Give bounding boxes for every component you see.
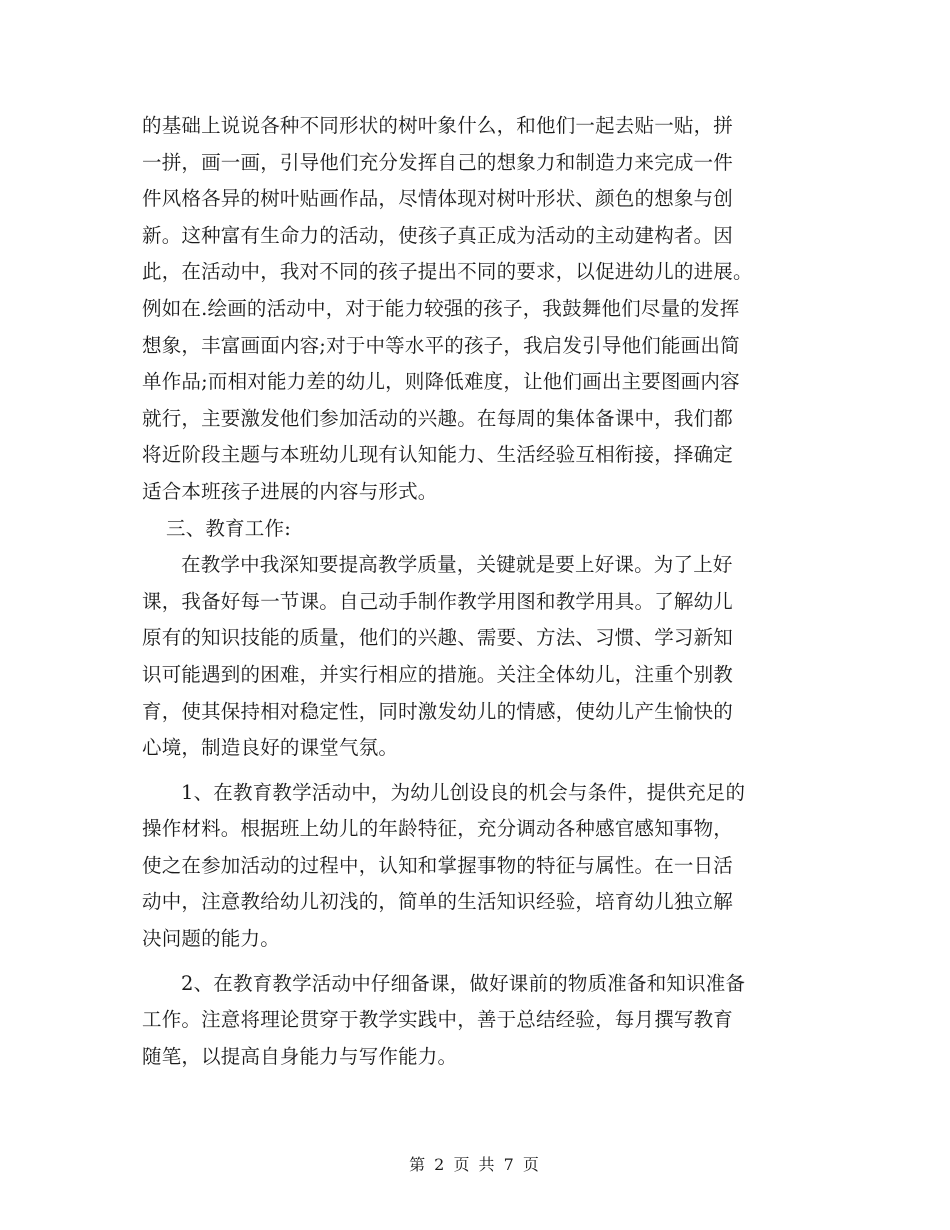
text-line: 将近阶段主题与本班幼儿现有认知能力、生活经验互相衔接，择确定 [142,443,734,467]
paragraph-2 [142,547,810,767]
text-line: 原有的知识技能的质量，他们的兴趣、需要、方法、习惯、学习新知 [142,626,734,650]
text-line: 决问题的能力。 [142,927,280,951]
text-line: 想象，丰富画面内容;对于中等水平的孩子，我启发引导他们能画出简 [142,333,740,357]
text-line: 单作品;而相对能力差的幼儿，则降低难度，让他们画出主要图画内容 [142,370,740,394]
text-line: 心境，制造良好的课堂气氛。 [142,736,399,760]
text-line: 动中，注意教给幼儿初浅的，简单的生活知识经验，培育幼儿独立解 [142,890,734,914]
text-line: 新。这种富有生命力的活动，使孩子真正成为活动的主动建构者。因 [142,223,734,247]
paragraph-3 [142,775,810,958]
text-line: 2、在教育教学活动中仔细备课，做好课前的物质准备和知识准备 [181,971,746,995]
paragraph-spacer [142,958,810,966]
text-line: 工作。注意将理论贯穿于教学实践中，善于总结经验，每月撰写教育 [142,1008,734,1032]
document-body [142,108,810,1075]
text-line: 识可能遇到的困难，并实行相应的措施。关注全体幼儿，注重个别教 [142,662,734,686]
text-line: 课，我备好每一节课。自己动手制作教学用图和教学用具。了解幼儿 [142,589,734,613]
text-line: 件风格各异的树叶贴画作品，尽情体现对树叶形状、颜色的想象与创 [142,187,734,211]
text-line: 的基础上说说各种不同形状的树叶象什么，和他们一起去贴一贴，拼 [142,114,734,137]
text-line: 就行，主要激发他们参加活动的兴趣。在每周的集体备课中，我们都 [142,406,734,430]
text-line: 使之在参加活动的过程中，认知和掌握事物的特征与属性。在一日活 [142,853,734,877]
text-line: 随笔，以提高自身能力与写作能力。 [142,1044,458,1068]
paragraph-spacer [142,767,810,775]
text-line: 例如在.绘画的活动中，对于能力较强的孩子，我鼓舞他们尽量的发挥 [142,296,740,320]
text-line: 此，在活动中，我对不同的孩子提出不同的要求，以促进幼儿的进展。 [142,260,753,284]
text-line: 操作材料。根据班上幼儿的年龄特征，充分调动各种感官感知事物， [142,817,734,841]
section-heading: 三、教育工作: [166,516,291,540]
text-line: 适合本班孩子进展的内容与形式。 [142,479,438,503]
text-line: 育，使其保持相对稳定性，同时激发幼儿的情感，使幼儿产生愉快的 [142,699,734,723]
paragraph-1 [142,108,810,511]
paragraph-4 [142,966,810,1076]
page-number-footer: 第 2 页 共 7 页 [409,1155,541,1174]
text-line: 1、在教育教学活动中，为幼儿创设良的机会与条件，提供充足的 [181,780,746,804]
text-line: 在教学中我深知要提高教学质量，关键就是要上好课。为了上好 [181,553,733,577]
text-line: 一拼，画一画，引导他们充分发挥自己的想象力和制造力来完成一件 [142,150,734,174]
